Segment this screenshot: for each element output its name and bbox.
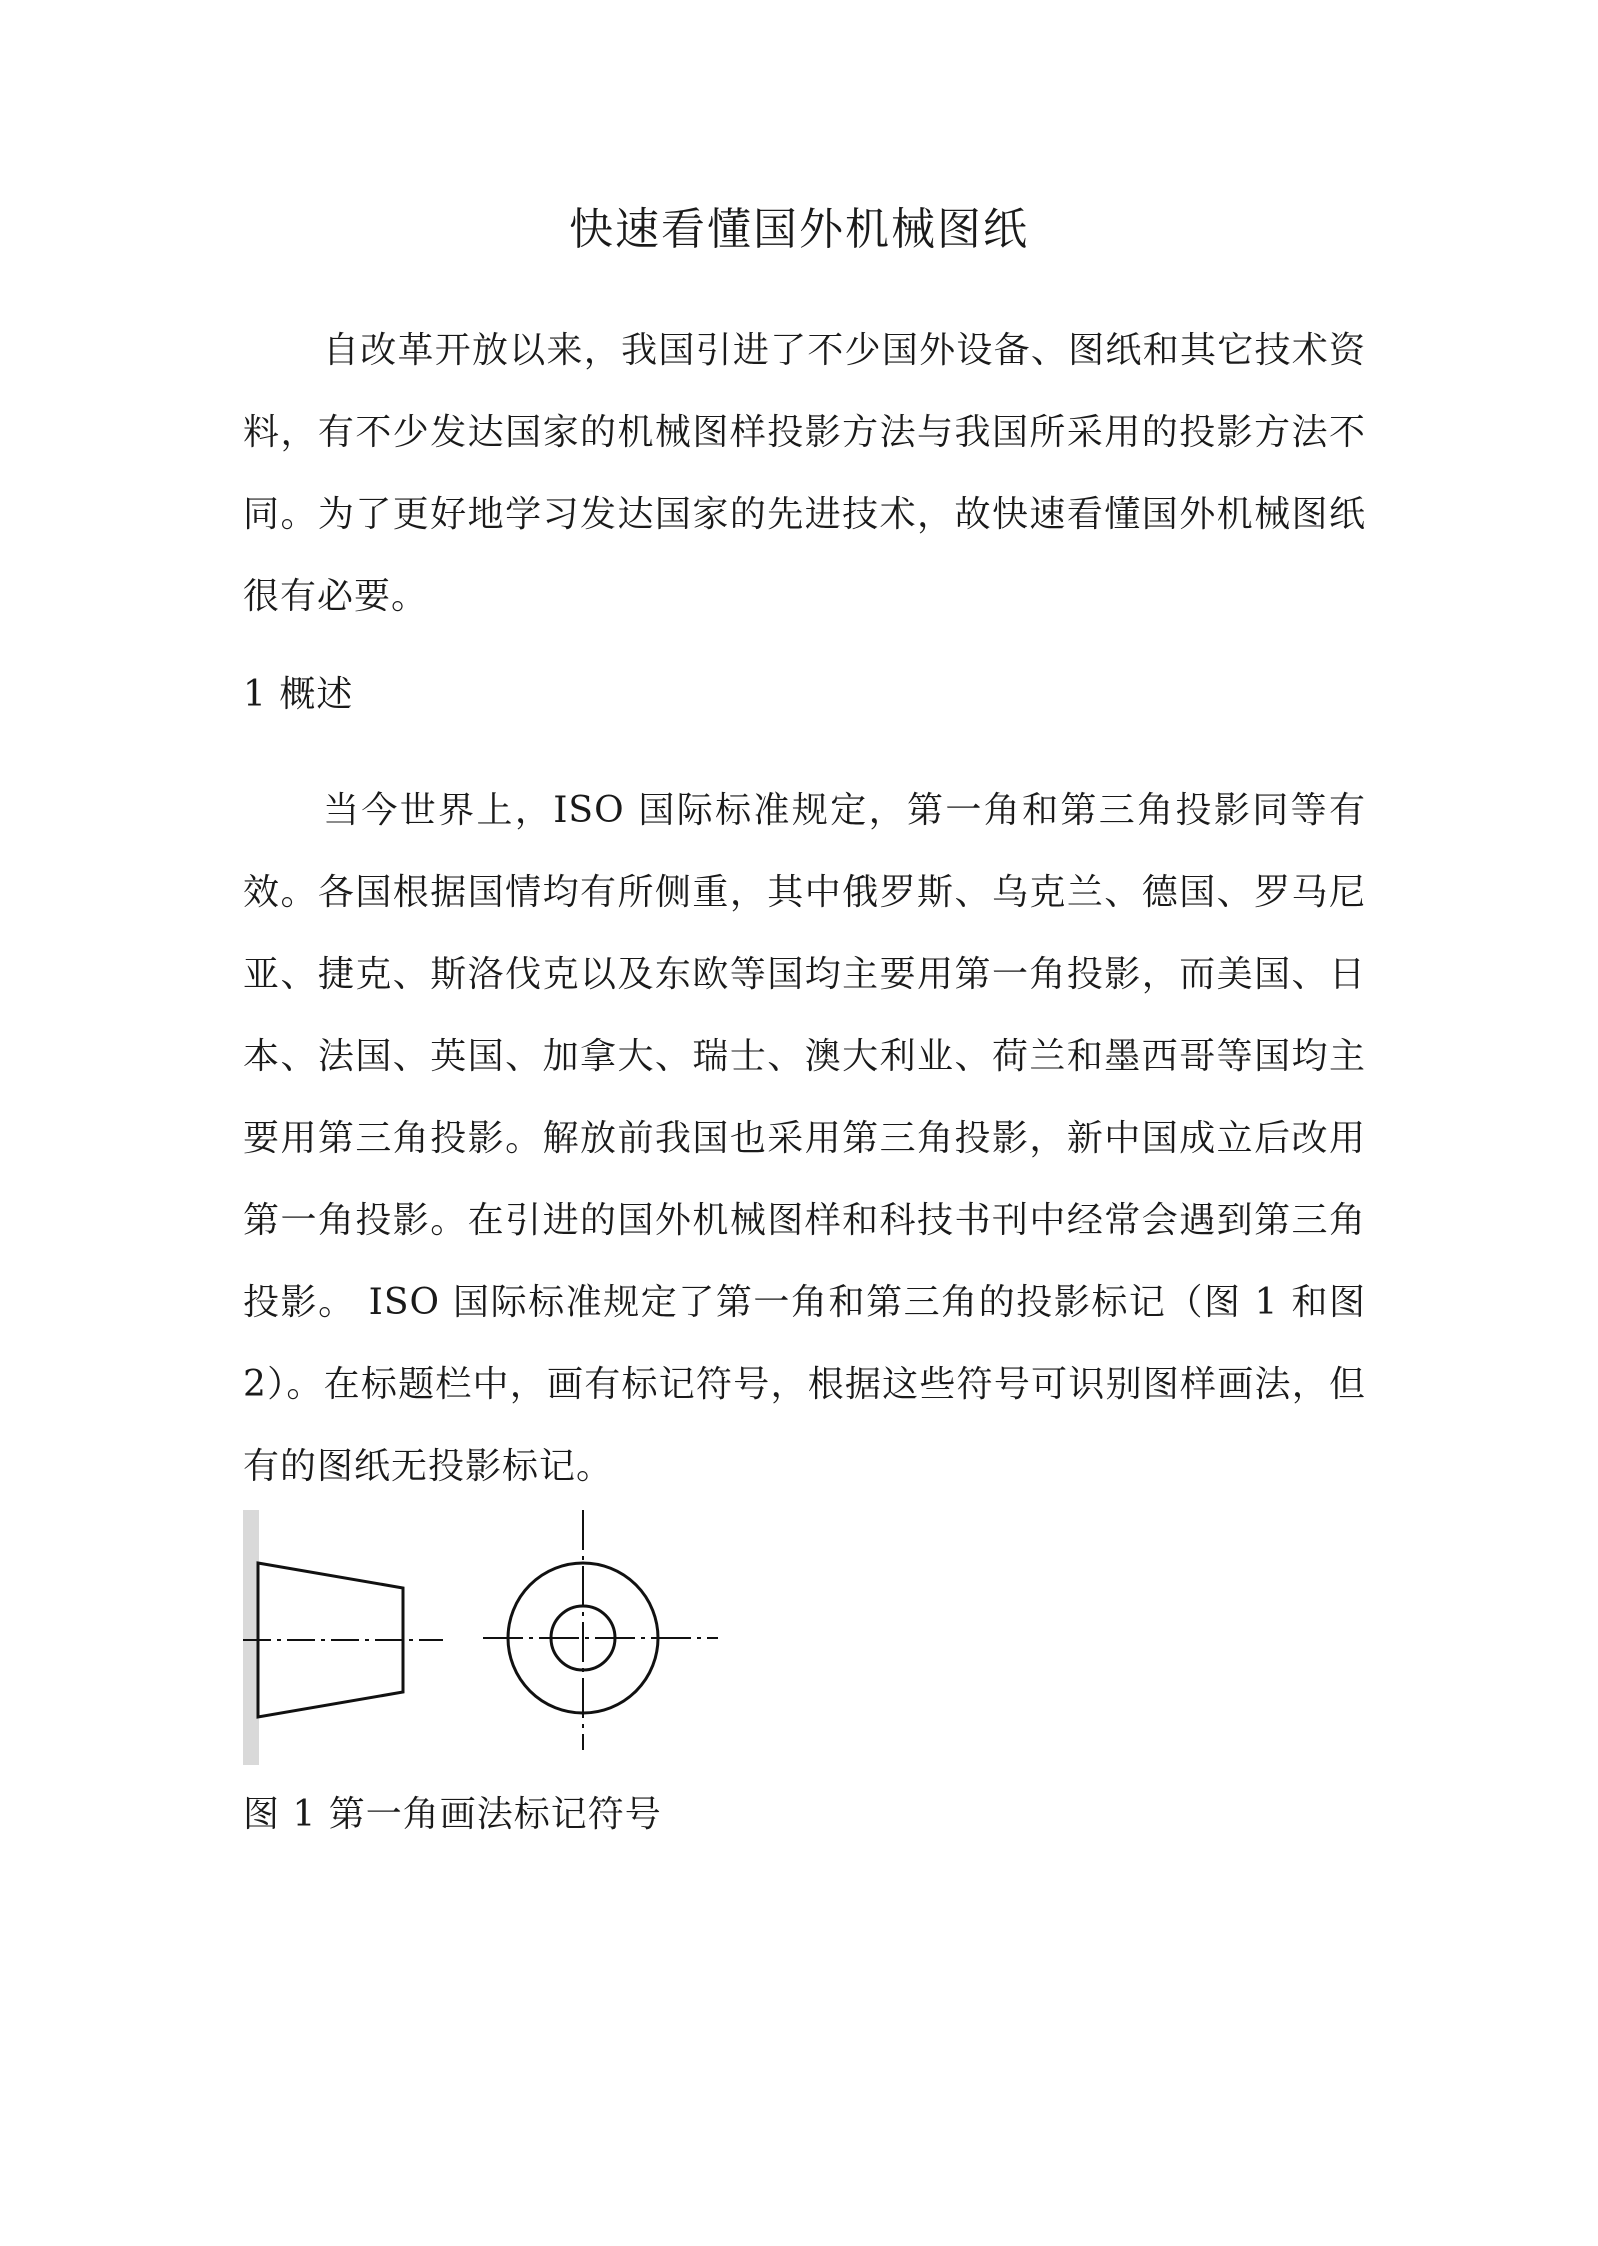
first-angle-projection-symbol-icon (243, 1510, 733, 1765)
figure-caption: 图 1 第一角画法标记符号 (243, 1794, 662, 1835)
section-heading: 1 概述 (243, 674, 354, 715)
document-title: 快速看懂国外机械图纸 (569, 204, 1029, 255)
intro-paragraph: 自改革开放以来，我国引进了不少国外设备、图纸和其它技术资料，有不少发达国家的机械图样投影方法与我国所采用的投影方法不同。为了更好地学习发达国家的先进技术，故快速看懂国外机械图纸很有必要。 (243, 330, 1366, 617)
figure-first-angle-symbol (243, 1510, 733, 1765)
section-paragraph: 当今世界上，ISO 国际标准规定，第一角和第三角投影同等有效。各国根据国情均有所侧重，其中俄罗斯、乌克兰、德国、罗马尼亚、捷克、斯洛伐克以及东欧等国均主要用第一角投影，而美国、日本、法国、英国、加拿大、瑞士、澳大利业、荷兰和墨西哥等国均主要用第三角投影。解放前我国也采用第三角投影，新中国成立后改用第一角投影。在引进的国外机械图样和科技书刊中经常会遇到第三角投影。 ISO 国际标准规定了第一角和第三角的投影标记（图 1 和图 2）。在标题栏中，画有标记符号，根据这些符号可识别图样画法，但有的图纸无投影标记。 (243, 790, 1366, 1487)
